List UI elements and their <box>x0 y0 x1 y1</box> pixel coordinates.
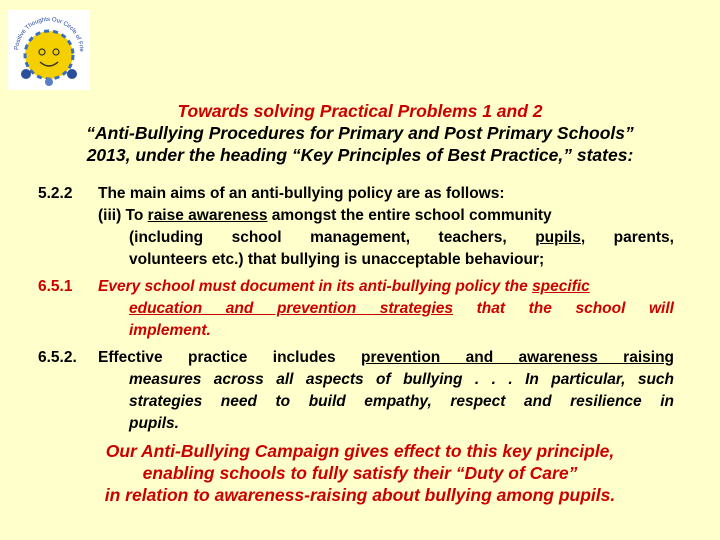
closing-line-3: in relation to awareness-raising about bullying among pupils. <box>104 485 616 505</box>
section-line: pupils. <box>129 415 179 432</box>
section-line: strategies need to build empathy, respect and resilience in <box>129 393 674 410</box>
section-line: (including school management, teachers, pupils, parents, <box>129 229 674 246</box>
section-number: 6.5.1 <box>38 278 73 295</box>
section-6-5-2 <box>38 347 674 437</box>
underlined-phrase: specific <box>532 278 590 295</box>
underlined-phrase: education and prevention strategies <box>129 300 454 317</box>
underlined-phrase: pupils <box>535 229 581 246</box>
campaign-logo <box>8 10 90 90</box>
section-6-5-1 <box>38 276 674 342</box>
closing-line-1: Our Anti-Bullying Campaign gives effect to this key principle, <box>105 441 615 461</box>
section-line: volunteers etc.) that bullying is unacceptable behaviour; <box>129 251 545 268</box>
section-number: 5.2.2 <box>38 185 73 202</box>
closing-statement <box>0 440 720 506</box>
section-5-2-2 <box>38 183 674 273</box>
title-line-2: “Anti-Bullying Procedures for Primary and Post Primary Schools” <box>86 123 634 143</box>
section-line: (iii) To raise awareness amongst the entire school community <box>98 207 552 224</box>
section-line: measures across all aspects of bullying . . . In particular, such <box>129 371 674 388</box>
logo-text: Positive Thoughts Our Circle of Frie <box>14 16 85 53</box>
underlined-phrase: prevention and awareness raising <box>361 349 675 366</box>
section-line: Effective practice includes prevention and awareness raising <box>98 349 675 366</box>
closing-line-2: enabling schools to fully satisfy their “Duty of Care” <box>142 463 578 483</box>
section-line: implement. <box>129 322 211 339</box>
title-line-3: 2013, under the heading “Key Principles of Best Practice,” states: <box>86 145 634 165</box>
section-line: education and prevention strategies that the school will <box>129 300 674 317</box>
title-line-1: Towards solving Practical Problems 1 and 2 <box>177 101 543 121</box>
section-line: The main aims of an anti-bullying policy are as follows: <box>98 185 505 202</box>
section-number: 6.5.2. <box>38 349 77 366</box>
section-line: Every school must document in its anti-bullying policy the specific <box>98 278 590 295</box>
underlined-phrase: raise awareness <box>147 207 268 224</box>
sun-face-logo-icon <box>8 10 90 90</box>
page-title <box>0 100 720 166</box>
